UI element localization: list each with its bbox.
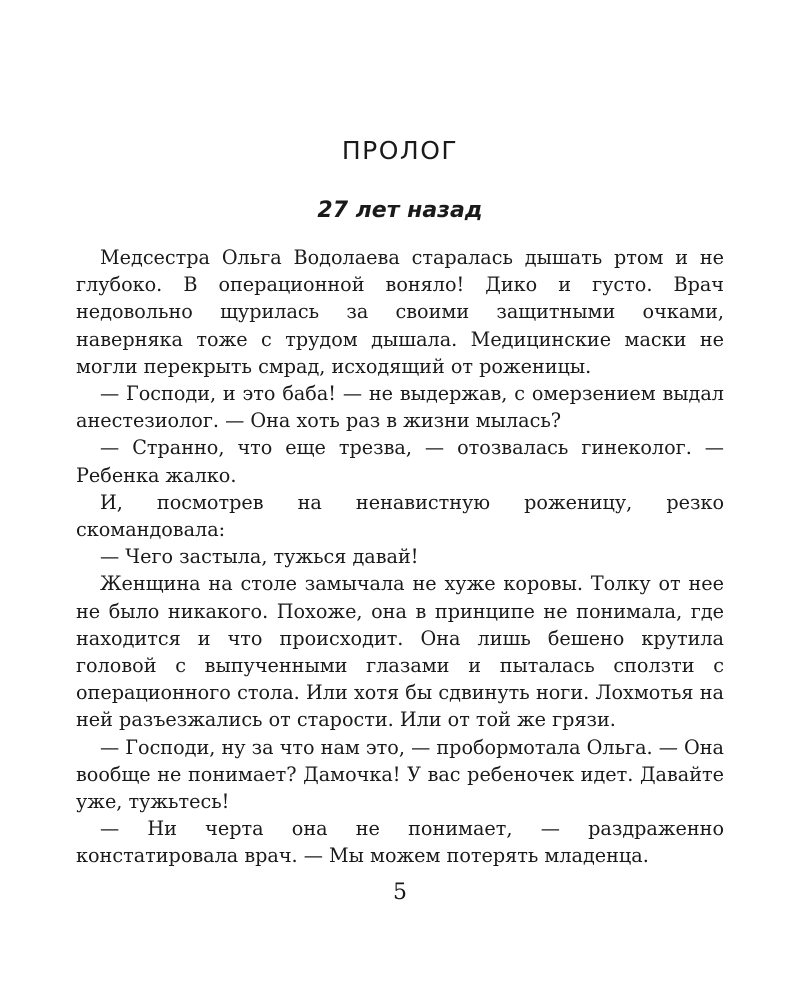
- paragraph: И, посмотрев на ненавистную роженицу, резко скомандовала:: [76, 490, 724, 542]
- paragraph: — Господи, и это баба! — не выдержав, с омерзением выдал анестезиолог. — Она хоть раз в жизни мылась?: [76, 382, 724, 433]
- paragraph: — Странно, что еще трезва, — отозвалась гинеколог. — Ребенка жалко.: [76, 436, 724, 487]
- page-number: 5: [393, 880, 407, 905]
- paragraph: — Чего застыла, тужься давай!: [100, 545, 419, 569]
- paragraph: Женщина на столе замычала не хуже коровы. Толку от нее не было никакого. Похоже, она в принципе не понимала, где находится и что происходит. Она лишь бешено крутила головой с выпученными глазами и пыталась сползти с операционного стола. Или хотя бы сдвинуть ноги. Лохмотья на ней разъезжались от старости. Или от той же грязи.: [76, 572, 724, 732]
- paragraph: — Господи, ну за что нам это, — пробормотала Ольга. — Она вообще не понимает? Дамочка! У вас ребеночек идет. Давайте уже, тужьтесь!: [76, 735, 724, 814]
- chapter-title: ПРОЛОГ: [341, 136, 459, 165]
- body-text: [76, 244, 724, 870]
- chapter-subtitle: 27 лет назад: [317, 198, 483, 223]
- paragraph: — Ни черта она не понимает, — раздраженно констатировала врач. — Мы можем потерять младенца.: [76, 817, 724, 868]
- paragraph: Медсестра Ольга Водолаева старалась дышать ртом и не глубоко. В операционной воняло! Дико и густо. Врач недовольно щурилась за своими защитными очками, наверняка тоже с трудом дышала. Медицинские маски не могли перекрыть смрад, исходящий от роженицы.: [76, 246, 724, 378]
